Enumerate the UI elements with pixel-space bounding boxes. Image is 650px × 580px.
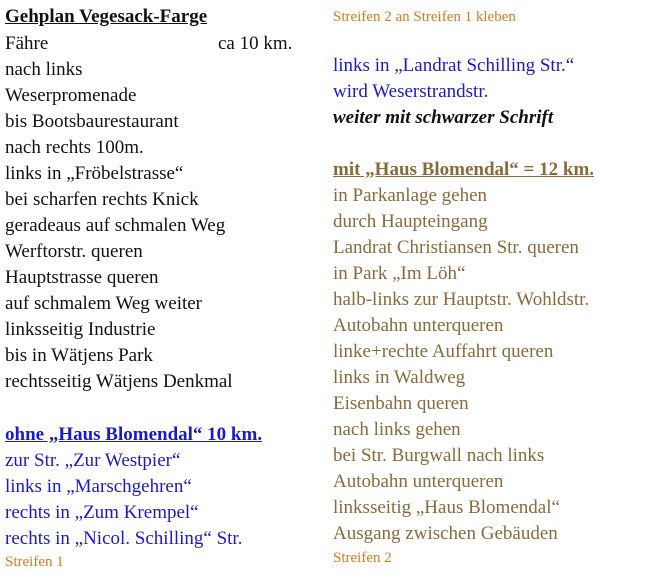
route-step: nach links	[5, 59, 83, 80]
route-step: nach rechts 100m.	[5, 137, 144, 158]
route-step: Werftorstr. queren	[5, 241, 143, 262]
blue-route-step: wird Weserstrandstr.	[333, 81, 489, 102]
brown-route-step: links in Waldweg	[333, 367, 466, 388]
brown-route-step: bei Str. Burgwall nach links	[333, 445, 545, 466]
brown-route-step: halb-links zur Hauptstr. Wohldstr.	[333, 289, 590, 310]
brown-route-step: Autobahn unterqueren	[333, 315, 504, 336]
brown-route-step: nach links gehen	[333, 419, 461, 440]
brown-route-heading: mit „Haus Blomendal“ = 12 km.	[333, 159, 595, 180]
page-title: Gehplan Vegesack-Farge	[5, 6, 208, 27]
brown-route-step: in Parkanlage gehen	[333, 185, 488, 206]
route-step: linksseitig Industrie	[5, 319, 156, 340]
blue-route-step: zur Str. „Zur Westpier“	[5, 450, 181, 471]
route-step: auf schmalem Weg weiter	[5, 293, 203, 314]
route-step: Hauptstrasse queren	[5, 267, 159, 288]
route-step: Weserpromenade	[5, 85, 137, 106]
blue-route-step: links in „Marschgehren“	[5, 476, 192, 497]
strip-footer: Streifen 2	[333, 550, 392, 566]
distance-label: ca 10 km.	[218, 33, 293, 54]
brown-route-step: linksseitig „Haus Blomendal“	[333, 497, 560, 518]
route-step: links in „Fröbelstrasse“	[5, 163, 184, 184]
brown-route-step: Eisenbahn queren	[333, 393, 469, 414]
route-step: geradeaus auf schmalen Weg	[5, 215, 226, 236]
strip-footer: Streifen 1	[5, 554, 64, 570]
blue-route-step: links in „Landrat Schilling Str.“	[333, 55, 575, 76]
route-step: bis Bootsbaurestaurant	[5, 111, 179, 132]
brown-route-step: durch Haupteingang	[333, 211, 488, 232]
instruction-note: weiter mit schwarzer Schrift	[333, 107, 554, 128]
route-step: bis in Wätjens Park	[5, 345, 153, 366]
brown-route-step: in Park „Im Löh“	[333, 263, 466, 284]
route-step: bei scharfen rechts Knick	[5, 189, 199, 210]
first-line	[5, 33, 325, 55]
blue-route-heading: ohne „Haus Blomendal“ 10 km.	[5, 424, 263, 445]
brown-route-step: Landrat Christiansen Str. queren	[333, 237, 579, 258]
route-step: rechtsseitig Wätjens Denkmal	[5, 371, 233, 392]
first-line-text: Fähre	[5, 33, 49, 54]
strip-note: Streifen 2 an Streifen 1 kleben	[333, 9, 516, 25]
brown-route-step: linke+rechte Auffahrt queren	[333, 341, 554, 362]
brown-route-step: Ausgang zwischen Gebäuden	[333, 523, 558, 544]
blue-route-step: rechts in „Zum Krempel“	[5, 502, 199, 523]
blue-route-step: rechts in „Nicol. Schilling“ Str.	[5, 528, 243, 549]
brown-route-step: Autobahn unterqueren	[333, 471, 504, 492]
